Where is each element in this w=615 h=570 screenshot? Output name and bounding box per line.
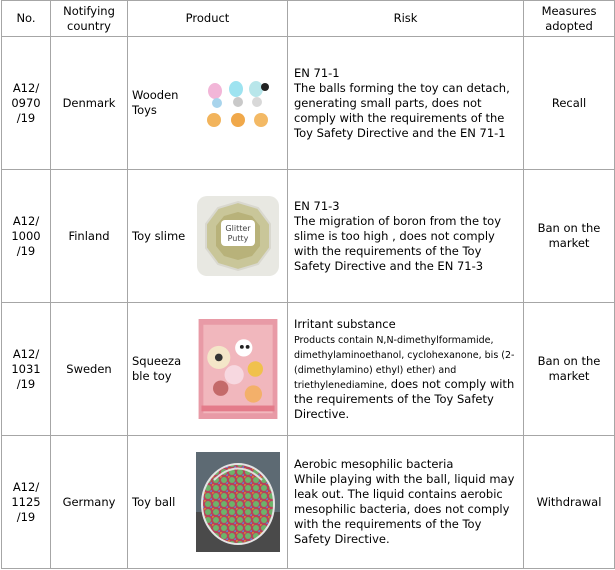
header-row — [2, 1, 615, 37]
header-risk: Risk — [288, 1, 524, 37]
row-risk — [288, 436, 524, 569]
recall-table — [1, 0, 615, 569]
row-no: A12/ 1031 /19 — [2, 303, 51, 436]
risk-text: While playing with the ball, liquid may leak out. The liquid contains aerobic mesophilic bacteria, does not comply with the requirements of the Toy Safety Directive. — [294, 472, 515, 546]
row-country: Denmark — [51, 37, 128, 170]
row-product — [128, 303, 288, 436]
row-country: Sweden — [51, 303, 128, 436]
risk-text: The balls forming the toy can detach, generating small parts, does not comply with the requirements of the Toy Safety Directive and the EN 71-1 — [294, 80, 510, 140]
product-name: Wooden Toys — [132, 88, 179, 117]
row-measure: Ban on the market — [524, 303, 615, 436]
product-name: Toy ball — [132, 494, 176, 509]
table-row — [2, 170, 615, 303]
toy-ball-photo-icon — [196, 452, 280, 552]
row-no: A12/ 1125 /19 — [2, 436, 51, 569]
table-row — [2, 436, 615, 569]
header-measures: Measures adopted — [524, 1, 615, 37]
row-country: Finland — [51, 170, 128, 303]
table-row — [2, 303, 615, 436]
risk-title: EN 71-1 — [294, 65, 340, 80]
row-no: A12/ 1000 /19 — [2, 170, 51, 303]
row-product — [128, 37, 288, 170]
risk-detail: Products contain N,N-dimethylformamide, dimethylaminoethanol, cyclohexanone, bis (2-(dimethylamino) ethyl) ether) and triethylenediamine, — [294, 334, 515, 391]
header-product: Product — [128, 1, 288, 37]
product-name: Toy slime — [132, 228, 186, 243]
toy-slime-photo-icon — [196, 186, 280, 286]
risk-text: does not comply with the requirements of the Toy Safety Directive. — [294, 376, 515, 421]
risk-title: Irritant substance — [294, 316, 396, 331]
row-product — [128, 170, 288, 303]
row-country: Germany — [51, 436, 128, 569]
risk-title: EN 71-3 — [294, 198, 340, 213]
risk-text: The migration of boron from the toy slime is too high , does not comply with the requirements of the Toy Safety Directive and the EN 71-3 — [294, 213, 502, 273]
header-country: Notifying country — [51, 1, 128, 37]
row-measure: Recall — [524, 37, 615, 170]
row-risk — [288, 170, 524, 303]
row-risk — [288, 37, 524, 170]
header-no: No. — [2, 1, 51, 37]
row-product — [128, 436, 288, 569]
table-row — [2, 37, 615, 170]
product-name: Squeeza ble toy — [132, 354, 182, 383]
wooden-toys-photo-icon — [196, 53, 280, 153]
squeezable-toy-photo-icon — [196, 319, 280, 419]
row-measure: Withdrawal — [524, 436, 615, 569]
svg-text:Putty: Putty — [227, 234, 249, 243]
risk-title: Aerobic mesophilic bacteria — [294, 457, 454, 471]
svg-text:Glitter: Glitter — [225, 224, 251, 233]
row-risk — [288, 303, 524, 436]
row-measure: Ban on the market — [524, 170, 615, 303]
row-no: A12/ 0970 /19 — [2, 37, 51, 170]
